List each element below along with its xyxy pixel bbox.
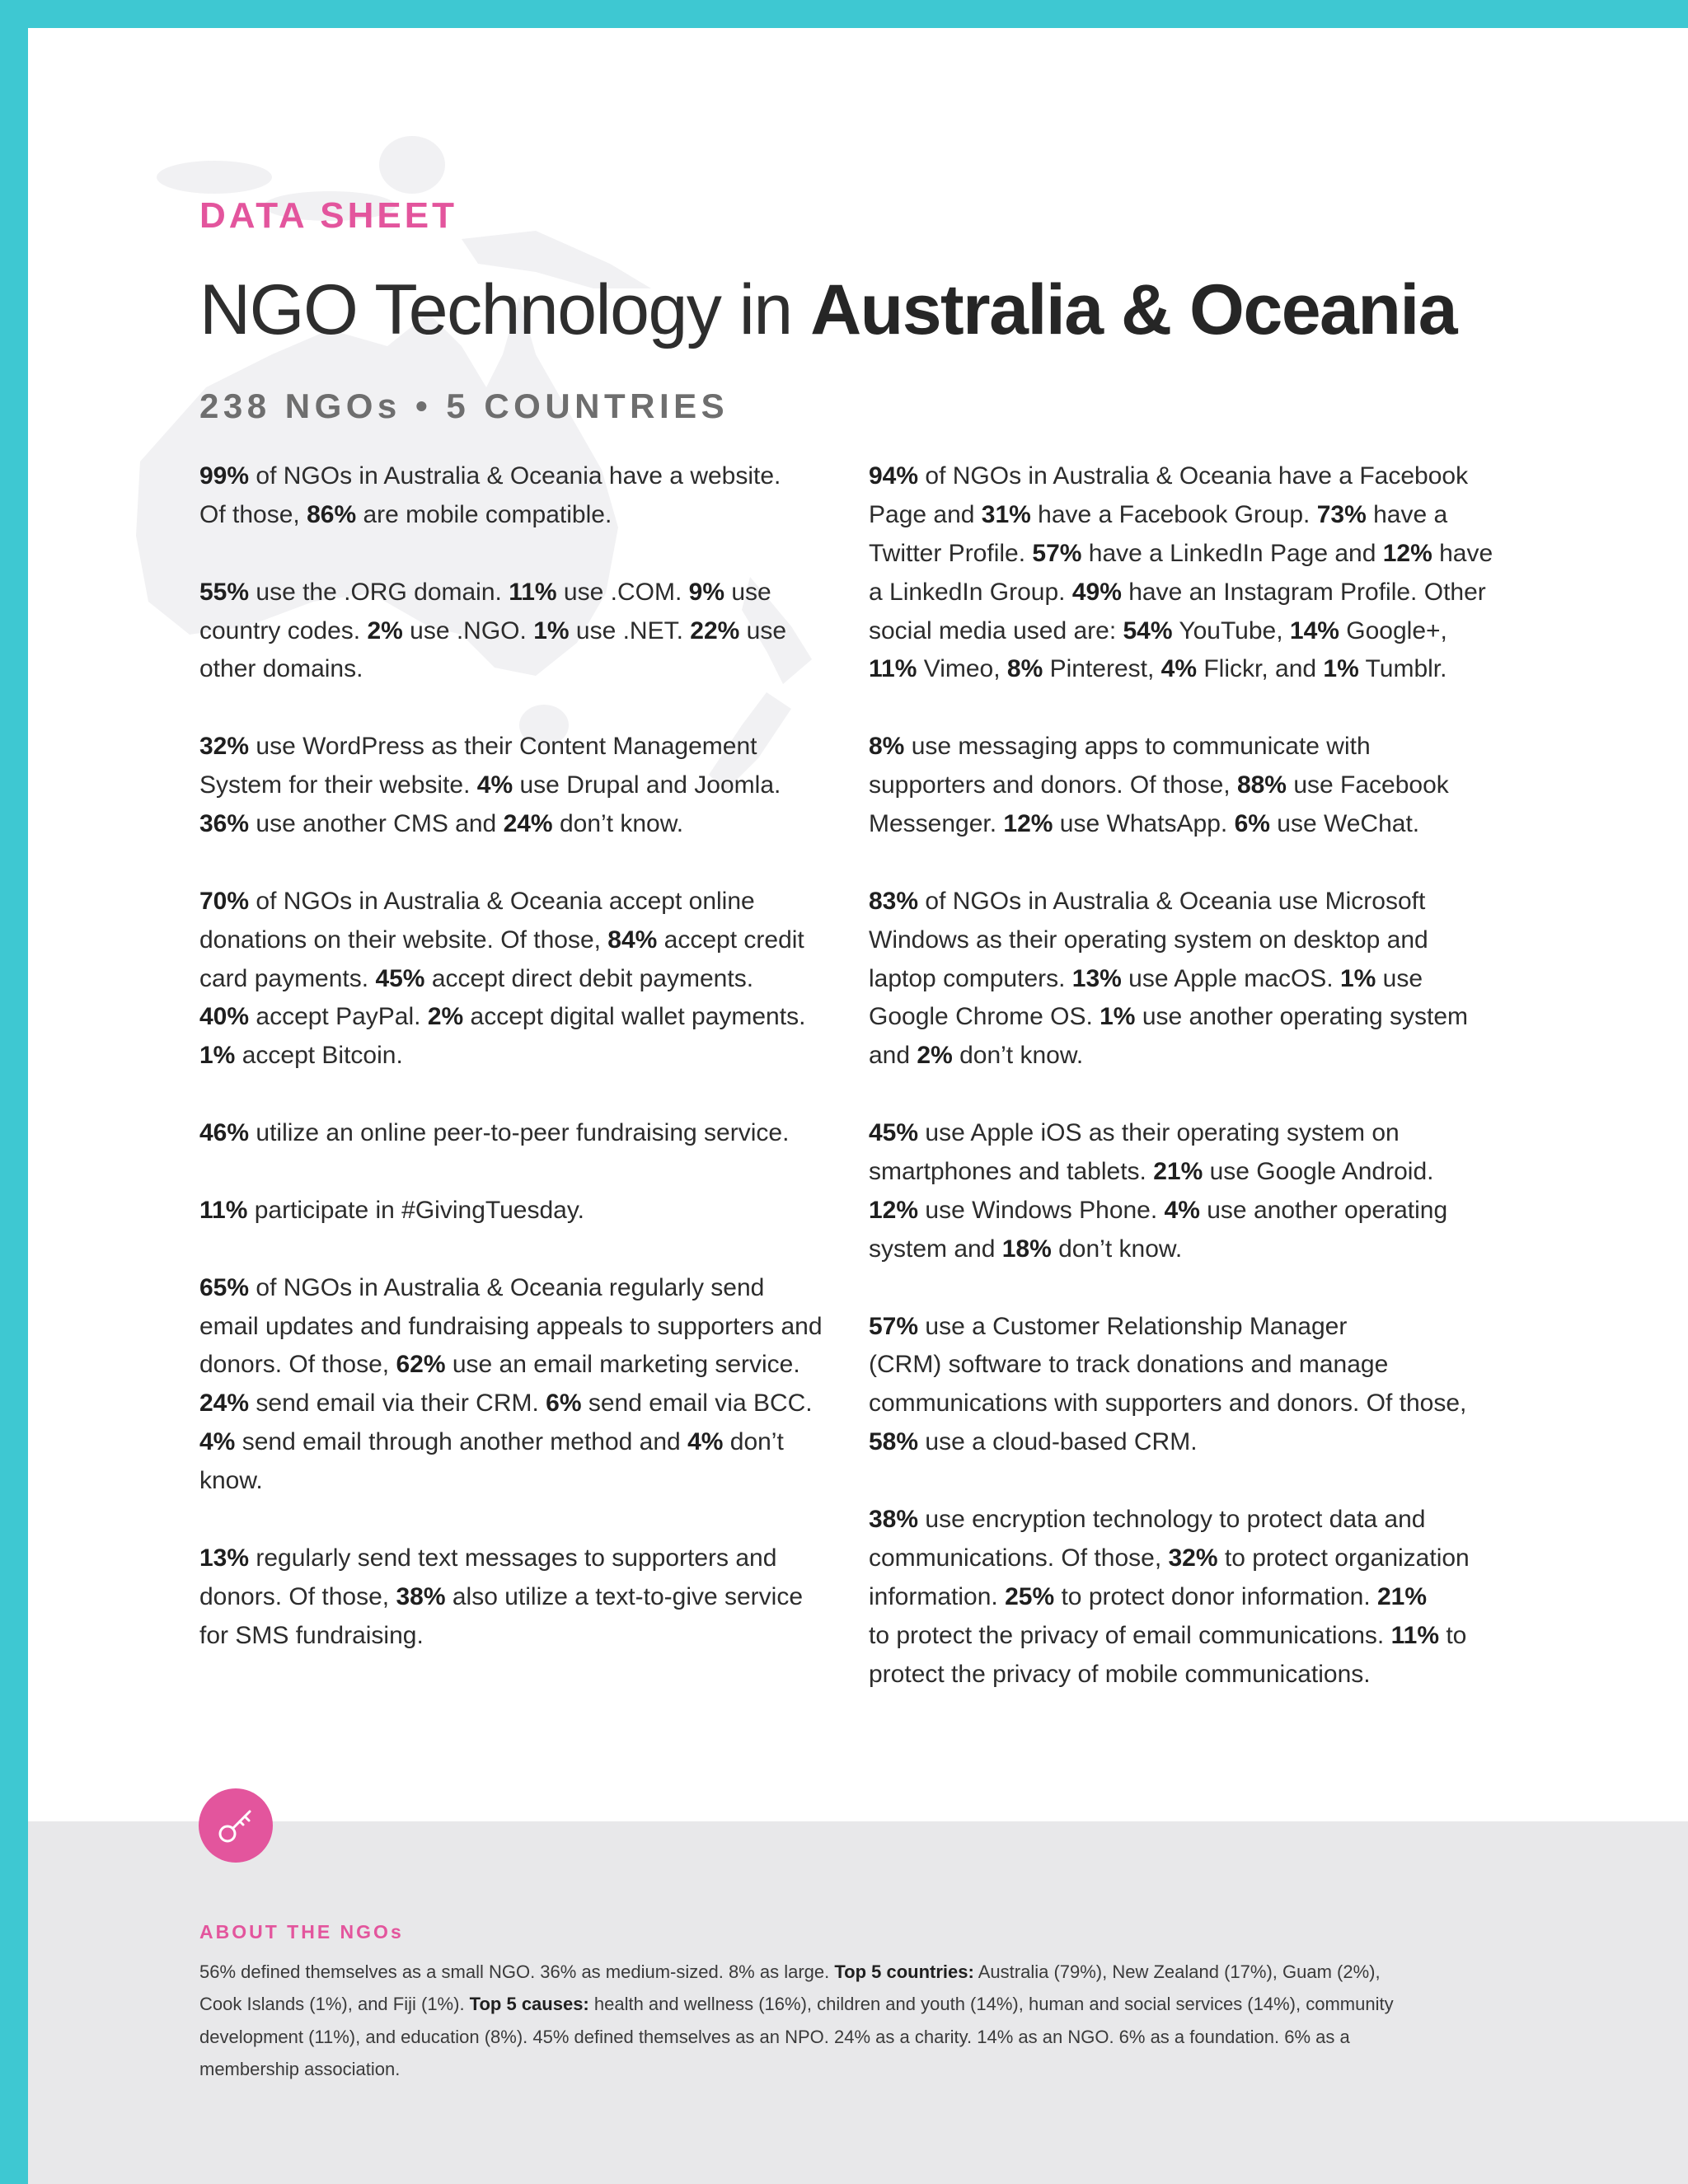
title-light-part: NGO Technology in (199, 270, 792, 349)
emphasis-text: 14% (1289, 616, 1339, 644)
emphasis-text: 12% (1003, 810, 1053, 838)
body-text: (CRM) software to track donations and manage (869, 1351, 1389, 1379)
stat-paragraph (869, 883, 1520, 1076)
body-text: have (1432, 539, 1493, 567)
text-line (869, 805, 1520, 844)
emphasis-text: 4% (1160, 655, 1198, 683)
body-text: have an Instagram Profile. Other (1121, 578, 1486, 606)
body-text: donors. Of those, (199, 1351, 396, 1379)
text-line (869, 535, 1520, 574)
body-text: Google Chrome OS. (869, 1003, 1100, 1031)
emphasis-text: 21% (1377, 1582, 1428, 1610)
body-text: are mobile compatible. (356, 500, 612, 528)
text-line (869, 960, 1520, 999)
text-line (869, 766, 1520, 805)
body-text: information. (869, 1582, 1006, 1610)
body-text: of NGOs in Australia & Oceania have a Facebook (918, 462, 1469, 490)
key-badge (199, 1788, 273, 1863)
body-text: Page and (869, 500, 982, 528)
text-line (869, 496, 1520, 535)
body-text: Twitter Profile. (869, 539, 1033, 567)
text-line (869, 1423, 1520, 1462)
body-text: social media used are: (869, 616, 1123, 644)
map-island (157, 161, 272, 194)
emphasis-text: 8% (869, 733, 905, 761)
emphasis-text: 1% (199, 1042, 236, 1070)
emphasis-text: 6% (1234, 810, 1270, 838)
emphasis-text: 11% (1390, 1621, 1439, 1649)
emphasis-text: 1% (533, 616, 570, 644)
emphasis-text: 2% (917, 1042, 953, 1070)
body-text: Messenger. (869, 810, 1004, 838)
body-text: use another operating (1199, 1196, 1448, 1224)
body-text: don’t know. (1051, 1235, 1183, 1263)
stat-paragraph (199, 1269, 851, 1501)
body-text: to (1439, 1621, 1467, 1649)
emphasis-text: 45% (375, 964, 425, 992)
body-text: use WeChat. (1269, 810, 1420, 838)
body-text: to protect organization (1217, 1544, 1470, 1572)
body-text: smartphones and tablets. (869, 1158, 1154, 1186)
emphasis-text: 24% (199, 1390, 250, 1418)
body-text: accept PayPal. (249, 1003, 428, 1031)
body-text: donors. Of those, (199, 1582, 396, 1610)
body-text: for SMS fundraising. (199, 1621, 424, 1649)
text-line (869, 883, 1520, 921)
body-text: use .NGO. (402, 616, 534, 644)
text-line (869, 612, 1520, 651)
body-text: use (724, 578, 771, 606)
body-text: accept digital wallet payments. (463, 1003, 806, 1031)
body-text: use encryption technology to protect data and (918, 1506, 1426, 1534)
body-text: protect the privacy of mobile communications. (869, 1660, 1371, 1688)
body-text: country codes. (199, 616, 368, 644)
title-bold-part: Australia & Oceania (810, 270, 1457, 349)
emphasis-text: 86% (307, 500, 357, 528)
emphasis-text: 54% (1123, 616, 1173, 644)
text-line (199, 1462, 851, 1501)
text-line (199, 496, 851, 535)
body-text: Of those, (199, 500, 307, 528)
body-text: System for their website. (199, 771, 477, 799)
map-island (379, 136, 445, 194)
about-text (199, 1956, 1650, 2086)
text-line (199, 2021, 1650, 2053)
body-text: send email via BCC. (581, 1390, 813, 1418)
body-text: of NGOs in Australia & Oceania use Microsoft (918, 887, 1426, 915)
body-text: YouTube, (1172, 616, 1290, 644)
body-text: use the .ORG domain. (249, 578, 509, 606)
body-text: don’t know. (952, 1042, 1084, 1070)
body-text: Windows as their operating system on desktop and (869, 926, 1428, 954)
text-line (199, 960, 851, 999)
text-line (869, 998, 1520, 1037)
text-line (869, 1501, 1520, 1540)
text-line (199, 1423, 851, 1462)
text-line (199, 998, 851, 1037)
text-line (199, 1269, 851, 1308)
body-text: use WordPress as their Content Management (249, 733, 757, 761)
text-line (869, 1656, 1520, 1694)
emphasis-text: 49% (1071, 578, 1122, 606)
body-text: of NGOs in Australia & Oceania regularly send (249, 1273, 765, 1301)
text-line (869, 1192, 1520, 1230)
emphasis-text: 57% (1032, 539, 1082, 567)
text-line (199, 1385, 851, 1423)
emphasis-text: 40% (199, 1003, 250, 1031)
emphasis-text: Top 5 causes: (469, 1994, 589, 2015)
body-text: participate in #GivingTuesday. (247, 1196, 584, 1224)
text-line (869, 1617, 1520, 1656)
body-text: membership association. (199, 2059, 401, 2080)
body-text: card payments. (199, 964, 376, 992)
emphasis-text: Top 5 countries: (834, 1961, 974, 1982)
emphasis-text: 9% (688, 578, 724, 606)
emphasis-text: 73% (1316, 500, 1367, 528)
emphasis-text: 99% (199, 462, 250, 490)
emphasis-text: 4% (1164, 1196, 1200, 1224)
stat-paragraph (199, 728, 851, 844)
text-line (199, 1956, 1650, 1988)
emphasis-text: 8% (1006, 655, 1043, 683)
text-line (199, 457, 851, 496)
sample-summary: 238 NGOs • 5 COUNTRIES (199, 387, 729, 425)
body-text: of NGOs in Australia & Oceania have a website. (249, 462, 781, 490)
text-line (199, 1114, 851, 1153)
text-line (199, 650, 851, 689)
body-text: to protect the privacy of email communications. (869, 1621, 1391, 1649)
emphasis-text: 62% (396, 1351, 446, 1379)
emphasis-text: 21% (1153, 1158, 1203, 1186)
text-line (199, 766, 851, 805)
body-text: use Apple iOS as their operating system on (918, 1119, 1400, 1147)
text-line (199, 728, 851, 766)
text-line (869, 650, 1520, 689)
stat-paragraph (199, 1114, 851, 1153)
frame-left-bar (0, 0, 28, 2184)
emphasis-text: 4% (687, 1428, 724, 1456)
text-line (869, 457, 1520, 496)
text-line (869, 1385, 1520, 1423)
stat-paragraph (869, 1308, 1520, 1463)
text-line (199, 1617, 851, 1656)
text-line (199, 1578, 851, 1617)
body-text: use another CMS and (249, 810, 504, 838)
emphasis-text: 6% (546, 1390, 582, 1418)
emphasis-text: 32% (199, 733, 250, 761)
emphasis-text: 12% (1382, 539, 1432, 567)
body-text: Flickr, and (1197, 655, 1324, 683)
emphasis-text: 1% (1100, 1003, 1136, 1031)
emphasis-text: 22% (690, 616, 740, 644)
emphasis-text: 65% (199, 1273, 250, 1301)
emphasis-text: 18% (1001, 1235, 1052, 1263)
emphasis-text: 83% (869, 887, 919, 915)
emphasis-text: 4% (476, 771, 513, 799)
body-text: don’t know. (552, 810, 684, 838)
emphasis-text: 13% (199, 1544, 250, 1572)
text-line (199, 921, 851, 960)
text-line (869, 1540, 1520, 1578)
emphasis-text: 38% (396, 1582, 446, 1610)
text-line (869, 1037, 1520, 1076)
emphasis-text: 70% (199, 887, 250, 915)
body-text: other domains. (199, 655, 363, 683)
body-text: laptop computers. (869, 964, 1072, 992)
body-text: send email through another method and (235, 1428, 688, 1456)
text-line (199, 1308, 851, 1347)
key-icon (199, 1788, 273, 1863)
body-text: Australia (79%), New Zealand (17%), Guam (2%), (973, 1961, 1381, 1982)
body-text: 56% defined themselves as a small NGO. 36% as medium-sized. 8% as large. (199, 1961, 835, 1982)
text-line (869, 728, 1520, 766)
emphasis-text: 11% (509, 578, 557, 606)
emphasis-text: 1% (1339, 964, 1376, 992)
body-text: use Facebook (1286, 771, 1449, 799)
stat-paragraph (869, 457, 1520, 689)
body-text: accept credit (657, 926, 804, 954)
body-text: use WhatsApp. (1053, 810, 1235, 838)
text-line (199, 2053, 1650, 2085)
key-tooth (245, 1816, 249, 1821)
body-text: Tumblr. (1358, 655, 1447, 683)
body-text: communications. Of those, (869, 1544, 1169, 1572)
body-text: have a Facebook Group. (1030, 500, 1317, 528)
body-text: development (11%), and education (8%). 45% defined themselves as an NPO. 24% as a charity. 14% as an NGO. 6% as a foundation. 6% as a (199, 2026, 1350, 2047)
emphasis-text: 12% (869, 1196, 919, 1224)
text-line (199, 1192, 851, 1230)
body-text: to protect donor information. (1054, 1582, 1377, 1610)
text-line (199, 1037, 851, 1076)
body-text: use a Customer Relationship Manager (918, 1312, 1348, 1340)
body-text: supporters and donors. Of those, (869, 771, 1237, 799)
body-text: and (869, 1042, 917, 1070)
body-text: of NGOs in Australia & Oceania accept online (249, 887, 755, 915)
body-text: also utilize a text-to-give service (445, 1582, 804, 1610)
left-column (199, 457, 851, 1694)
text-line (869, 1346, 1520, 1385)
emphasis-text: 31% (981, 500, 1031, 528)
body-text: use a cloud-based CRM. (918, 1428, 1198, 1456)
body-text: use (1376, 964, 1423, 992)
right-column (869, 457, 1520, 1732)
emphasis-text: 32% (1168, 1544, 1218, 1572)
body-text: use (739, 616, 787, 644)
emphasis-text: 57% (869, 1312, 919, 1340)
emphasis-text: 25% (1005, 1582, 1055, 1610)
text-line (869, 574, 1520, 612)
emphasis-text: 45% (869, 1119, 919, 1147)
body-text: use Windows Phone. (918, 1196, 1165, 1224)
body-text: have a (1366, 500, 1448, 528)
emphasis-text: 46% (199, 1119, 250, 1147)
body-text: use Apple macOS. (1121, 964, 1340, 992)
text-line (199, 883, 851, 921)
body-text: accept direct debit payments. (424, 964, 754, 992)
body-text: email updates and fundraising appeals to supporters and (199, 1312, 823, 1340)
emphasis-text: 38% (869, 1506, 919, 1534)
text-line (869, 1230, 1520, 1269)
body-text: Cook Islands (1%), and Fiji (1%). (199, 1994, 470, 2015)
body-text: use .NET. (569, 616, 691, 644)
emphasis-text: 88% (1236, 771, 1287, 799)
body-text: use another operating system (1135, 1003, 1469, 1031)
body-text: donations on their website. Of those, (199, 926, 608, 954)
emphasis-text: 24% (503, 810, 553, 838)
stat-paragraph (869, 1114, 1520, 1269)
body-text: Vimeo, (917, 655, 1007, 683)
emphasis-text: 13% (1071, 964, 1122, 992)
text-line (199, 1540, 851, 1578)
emphasis-text: 36% (199, 810, 250, 838)
emphasis-text: 11% (869, 655, 917, 683)
text-line (199, 805, 851, 844)
about-heading: ABOUT THE NGOs (199, 1921, 404, 1943)
stat-paragraph (199, 1192, 851, 1230)
frame-top-bar (0, 0, 1688, 28)
body-text: health and wellness (16%), children and youth (14%), human and social services (14%), community (588, 1994, 1394, 2015)
emphasis-text: 58% (869, 1428, 919, 1456)
body-text: use Google Android. (1203, 1158, 1434, 1186)
text-line (869, 1153, 1520, 1192)
emphasis-text: 2% (427, 1003, 464, 1031)
emphasis-text: 1% (1323, 655, 1359, 683)
body-text: use .COM. (556, 578, 689, 606)
text-line (199, 612, 851, 651)
stat-paragraph (199, 883, 851, 1076)
body-text: have a LinkedIn Page and (1081, 539, 1383, 567)
emphasis-text: 4% (199, 1428, 236, 1456)
stat-paragraph (199, 457, 851, 535)
body-text: accept Bitcoin. (235, 1042, 403, 1070)
emphasis-text: 84% (607, 926, 658, 954)
stat-paragraph (869, 1501, 1520, 1694)
stat-paragraph (869, 728, 1520, 844)
body-text: regularly send text messages to supporters and (249, 1544, 777, 1572)
body-text: use an email marketing service. (445, 1351, 800, 1379)
body-text: use messaging apps to communicate with (904, 733, 1371, 761)
text-line (199, 1346, 851, 1385)
body-text: use Drupal and Joomla. (513, 771, 781, 799)
emphasis-text: 94% (869, 462, 919, 490)
emphasis-text: 2% (367, 616, 403, 644)
body-text: Pinterest, (1043, 655, 1161, 683)
stat-paragraph (199, 1540, 851, 1656)
body-text: communications with supporters and donors. Of those, (869, 1390, 1467, 1418)
text-line (869, 1114, 1520, 1153)
text-line (199, 574, 851, 612)
body-text: system and (869, 1235, 1002, 1263)
body-text: don’t (723, 1428, 784, 1456)
emphasis-text: 55% (199, 578, 250, 606)
body-text: utilize an online peer-to-peer fundraising service. (249, 1119, 790, 1147)
stat-paragraph (199, 1956, 1650, 2086)
key-tooth (240, 1821, 243, 1825)
text-line (869, 1308, 1520, 1347)
document-type-label: DATA SHEET (199, 195, 457, 236)
text-line (869, 1578, 1520, 1617)
body-text: a LinkedIn Group. (869, 578, 1072, 606)
body-text: know. (199, 1467, 263, 1495)
body-text: Google+, (1339, 616, 1447, 644)
body-text: send email via their CRM. (249, 1390, 546, 1418)
text-line (199, 1988, 1650, 2020)
emphasis-text: 11% (199, 1196, 248, 1224)
text-line (869, 921, 1520, 960)
page-title (199, 270, 1457, 349)
stat-paragraph (199, 574, 851, 690)
